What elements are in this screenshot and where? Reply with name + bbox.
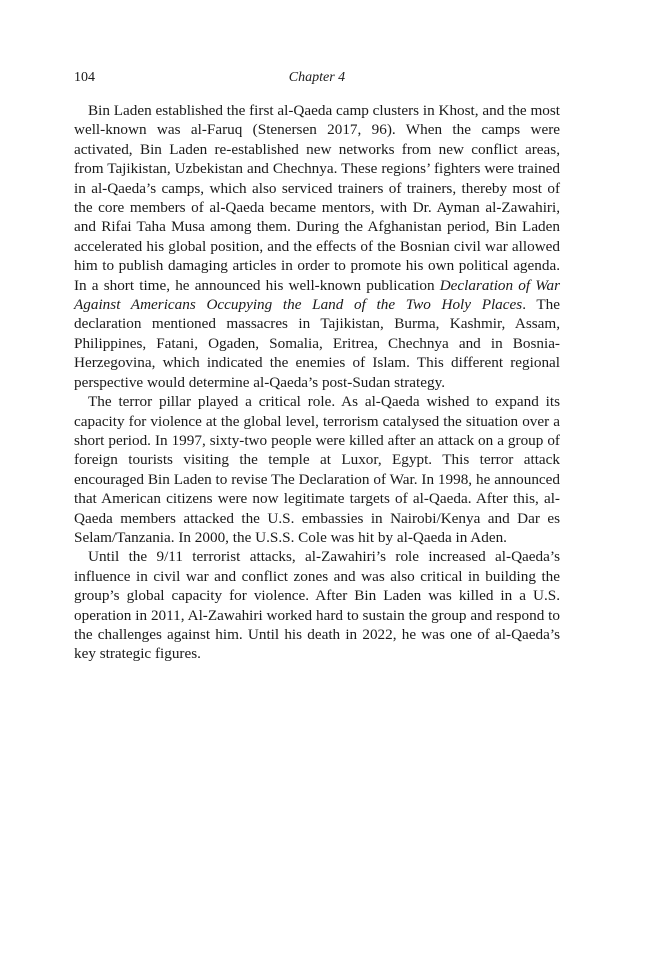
paragraph-text: The terror pillar played a critical role. As al-Qaeda wished to expand its capacity for violence at the global level, terrorism catalysed the situation over a short period. In 1997, sixty-two people were killed after an attack on a group of foreign tourists visiting the temple at Luxor, Egypt. This terror attack encouraged Bin Laden to revise The Declaration of War. In 1998, he announced that American citizens were now legitimate targets of al-Qaeda. After this, al-Qaeda members attacked the U.S. embassies in Nairobi/Kenya and Dar es Selam/Tanzania. In 2000, the U.S.S. Cole was hit by al-Qaeda in Aden. — [74, 393, 560, 546]
paragraph-text: Bin Laden established the first al-Qaeda camp clusters in Khost, and the most well-known was al-Faruq (Stenersen 2017, 96). When the camps were activated, Bin Laden re-established new networks from new conflict areas, from Tajikistan, Uzbekistan and Chechnya. These regions’ fighters were trained in al-Qaeda’s camps, which also serviced trainers of trainers, thereby most of the core members of al-Qaeda became mentors, with Dr. Ayman al-Zawahiri, and Rifai Taha Musa among them. During the Afghanistan period, Bin Laden accelerated his global position, and the effects of the Bosnian civil war allowed him to publish damaging articles in order to promote his own political agenda. In a short time, he announced his well-known publication — [74, 102, 560, 294]
paragraph-camps — [74, 101, 560, 392]
body-text — [74, 101, 560, 664]
paragraph-terror-pillar — [74, 392, 560, 547]
paragraph-text: . The declaration mentioned massacres in Tajikistan, Burma, Kashmir, Assam, Philippines, Fatani, Ogaden, Somalia, Eritrea, Chechnya and in Bosnia-Herzegovina, which indicated the enemies of Islam. This different regional perspective would determine al-Qaeda’s post-Sudan strategy. — [74, 296, 560, 391]
running-head — [74, 68, 560, 88]
paragraph-zawahiri — [74, 547, 560, 663]
paragraph-text: Until the 9/11 terrorist attacks, al-Zawahiri’s role increased al-Qaeda’s influence in civil war and conflict zones and was also critical in building the group’s global capacity for violence. After Bin Laden was killed in a U.S. operation in 2011, Al-Zawahiri worked hard to sustain the group and respond to the challenges against him. Until his death in 2022, he was one of al-Qaeda’s key strategic figures. — [74, 548, 560, 663]
page-number: 104 — [74, 70, 95, 85]
chapter-title: Chapter 4 — [288, 70, 346, 85]
publication-title: Declaration of War Against Americans Occupying the Land of the Two Holy Places — [74, 276, 561, 314]
